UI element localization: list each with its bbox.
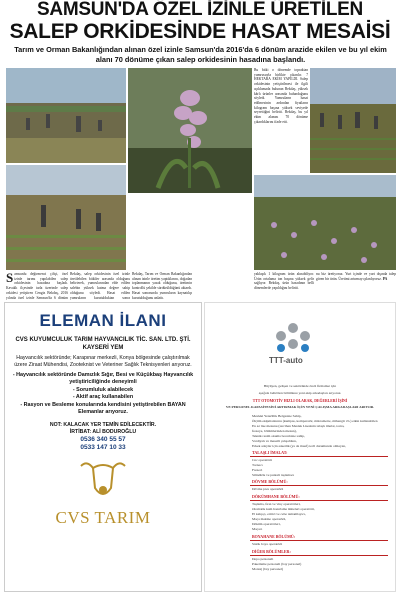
harvest-workers-photo: [310, 68, 396, 173]
job-ad-bullet: - Sorumluluk alabilecek: [72, 386, 134, 393]
job-ad-cvs: [4, 302, 202, 592]
agency-tag: PA: [382, 276, 388, 281]
orchid-flower-photo: [128, 68, 252, 193]
requirement-item: Erkek adaylar için askerlik (ya da muaf) tecil durumunda olmayan,: [252, 444, 346, 448]
headline-line-1: SAMSUN'DA ÖZEL İZİNLE ÜRETİLEN: [37, 0, 363, 20]
job-ad-phone-2: 0533 147 10 33: [80, 443, 126, 451]
section-title-boyahane: BOYAHANE BÖLÜMÜ:: [252, 534, 296, 539]
article-column-3: Bekdaş, Tarım ve Orman Bakanlığından alınan izinle üretim yaptıklarını, doğadan toplanmanın yasak olduğunu, üretimin kontrollü şekilde sürdürüldüğünü aktardı. Hasat sonrasında yumruların kaynatılıp kurutulduğunu anlattı.: [132, 272, 192, 300]
position-item: Frezeci: [252, 468, 263, 472]
section-title-dokumhane: DÖKÜMHANE BÖLÜMÜ:: [252, 494, 300, 499]
article-column-2: Bekdaş, salep orkidesinin özel izinle üretilebilen bitkiler arasında olduğunu belirterek, yumrularından elde edilen salebin yüksek katma değere sahip olduğunu söyledi. Hasat edilen yumruların kurutulduktan sonra: [70, 272, 130, 300]
position-item: Taşlama, fırın ve vinç operatörleri,: [252, 502, 301, 506]
requirement-item: En az lise mezunu (tercihen Meslek Lisesinin talaşlı imalat, torna,: [252, 424, 345, 428]
field-photo-top-left: [6, 68, 126, 163]
requirement-item: frezeye, bölümlerinden mezun),: [252, 429, 297, 433]
section-title-talasli: TALAŞLI İMALAT:: [252, 450, 288, 455]
orchid-rows-photo: [254, 175, 396, 270]
job-ad-firm: CVS KUYUMCULUK TARIM HAYVANCILIK TİC. SAN. LTD. ŞTİ. KAYSERİ YEM: [15, 337, 191, 351]
article-column-6: nu biz üretiyoruz. Yurt içinde ve yurt dışında talep gören bir ürün. Üretimi artırmayı planlıyoruz. PA: [316, 272, 396, 281]
requirement-item: Vardiyalı ve mesaili çalışabilen,: [252, 439, 297, 443]
position-item: Paketleme personeli (bay personel): [252, 562, 302, 566]
job-ad-contact: İRTİBAT: ALİ BODUROĞLU: [69, 429, 137, 436]
position-item: Maça makine operatörü,: [252, 517, 287, 521]
position-item: Tornacı: [252, 463, 263, 467]
field-photo-middle-left: [6, 165, 126, 270]
ttt-headline: TTT OTOMOTİV HIZLI OLARAK, DEĞERLERİ İŞİNİ: [252, 399, 348, 403]
job-ad-title: ELEMAN İLANI: [39, 311, 167, 330]
cvs-bull-logo-icon: [73, 458, 133, 506]
job-ad-bullet: - Hayvancılık sektöründe Damızlık Sığır, Besi ve Küçükbaş Hayvancılık yetiştiriciliğinde deneyimli: [12, 372, 194, 385]
job-ad-bullet: - Rasyon ve Besleme konularında kendisini yetiştirebilen BAYAN Elemanlar arıyoruz.: [20, 402, 186, 415]
requirement-item: Teknik resim okuma becerisine sahip,: [252, 434, 305, 438]
article-column-5: yaklaşık 1 kilogram ürün alınabiliyor. Ürün ortalama ton başına yüksek gelir sağlıyor. Bekdaş, ürün hasadının belli dönemlerde yapıldığını belirtti.: [254, 272, 314, 291]
job-ad-intro: Hayvancılık sektöründe; Karapınar merkezli, Konya bölgesinde çalıştırılmak üzere Ziraat Mühendisi, Zooteknist ve Veteriner Sağlık Teknisyenleri arıyoruz.: [14, 355, 192, 368]
position-item: Döküm operatörleri,: [252, 522, 281, 526]
requirement-item: Ölçüm ekipmanlarını (kumpas, komparatör, mikrometre, mihengir vb.) etkin kullanabilen: [252, 419, 378, 423]
position-item: Montaj (bay personel): [252, 567, 284, 571]
position-item: Maçacı: [252, 527, 263, 531]
section-title-diger: DİĞER BÖLÜMLER:: [252, 549, 291, 554]
divider: [250, 540, 388, 541]
position-item: Silindirik ve puntali taşlamacı: [252, 473, 295, 477]
article-column-1: Samsunlu değirmenci çiftçi, özel izinle tarımı yapılabilen salep orkidesinin hasadına başladı. Kavaklı ilçesinde tarla üzerinde salep orkidesi yetiştiren Cengiz Bekdaş, 2016 yılında özel izinle Samsun'da 6 dönüm: [6, 272, 68, 300]
divider: [250, 456, 388, 457]
ttt-auto-logo-icon: [255, 318, 335, 378]
ttt-subline: VE PERSONEL KAPASİTESİNİ ARTIRMAK İÇİN YENİ ÇALIŞMA ARKADAŞLARI ARIYOR.: [225, 405, 375, 409]
divider: [250, 500, 388, 501]
divider: [250, 555, 388, 556]
ttt-intro-2: aşağıda belirtilen bölümlere yeni ekip arkadaşları arıyoruz.: [258, 391, 342, 395]
cvs-logo-text: CVS TARIM: [55, 507, 151, 527]
article-column-4: Bu bitki o dönemde topraktan yumrusuyla birlikte çıkarılır. 7 HEKTARA EKİM YAPILDI. Salep orkidesinin yetiştirilmesi ile ilgili açıklamada bulunan Bekdaş, yüksek kârlı ürünler arasında bulunduğunu söyledi. Yumruların hasat edilmesinin ardından fiyatların kilogram başına yüksek seviyede seyrettiğini belirtti. Bekdaş, bu yıl ekim alanını 70 dönüme çıkardıklarını ifade etti.: [254, 68, 308, 124]
requirement-item: Mesleki Yeterlilik Belgesine Sahip,: [252, 414, 302, 418]
divider: [250, 485, 388, 486]
ttt-auto-logo-text: TTT-auto: [269, 356, 303, 365]
position-item: Otomatik kum hazırlama üniteleri operatörü,: [252, 507, 315, 511]
position-item: El kalıpçı, eritici ve cebe tamamlayıcı,: [252, 512, 306, 516]
headline-subheading: Tarım ve Orman Bakanlığından alınan özel izinle Samsun'da 2016'da 6 dönüm arazide ekilen ve bu yıl ekim alanı 70 dönüme çıkan salep orkidesinin hasadına başlandı.: [14, 45, 387, 64]
position-item: Statik boya operatörü: [252, 542, 283, 546]
section-title-dovme: DÖVME BÖLÜMÜ:: [252, 479, 288, 484]
position-item: Cnc operatörü: [252, 458, 272, 462]
headline-line-2: SALEP ORKİDESİNDE HASAT MESAİSİ: [9, 20, 391, 43]
ttt-intro-1: Büyüyen, gelişen ve sektöründe öncü firmamız için: [263, 384, 337, 388]
position-item: Depo personeli: [252, 557, 274, 561]
position-item: Dövme pres operatörü: [252, 487, 284, 491]
job-ad-bullet: - Aktif araç kullanabilen: [72, 394, 134, 401]
job-ad-phone-1: 0536 340 55 57: [80, 435, 126, 443]
job-ad-note: NOT: KALACAK YER TEMİN EDİLECEKTİR.: [49, 421, 157, 428]
